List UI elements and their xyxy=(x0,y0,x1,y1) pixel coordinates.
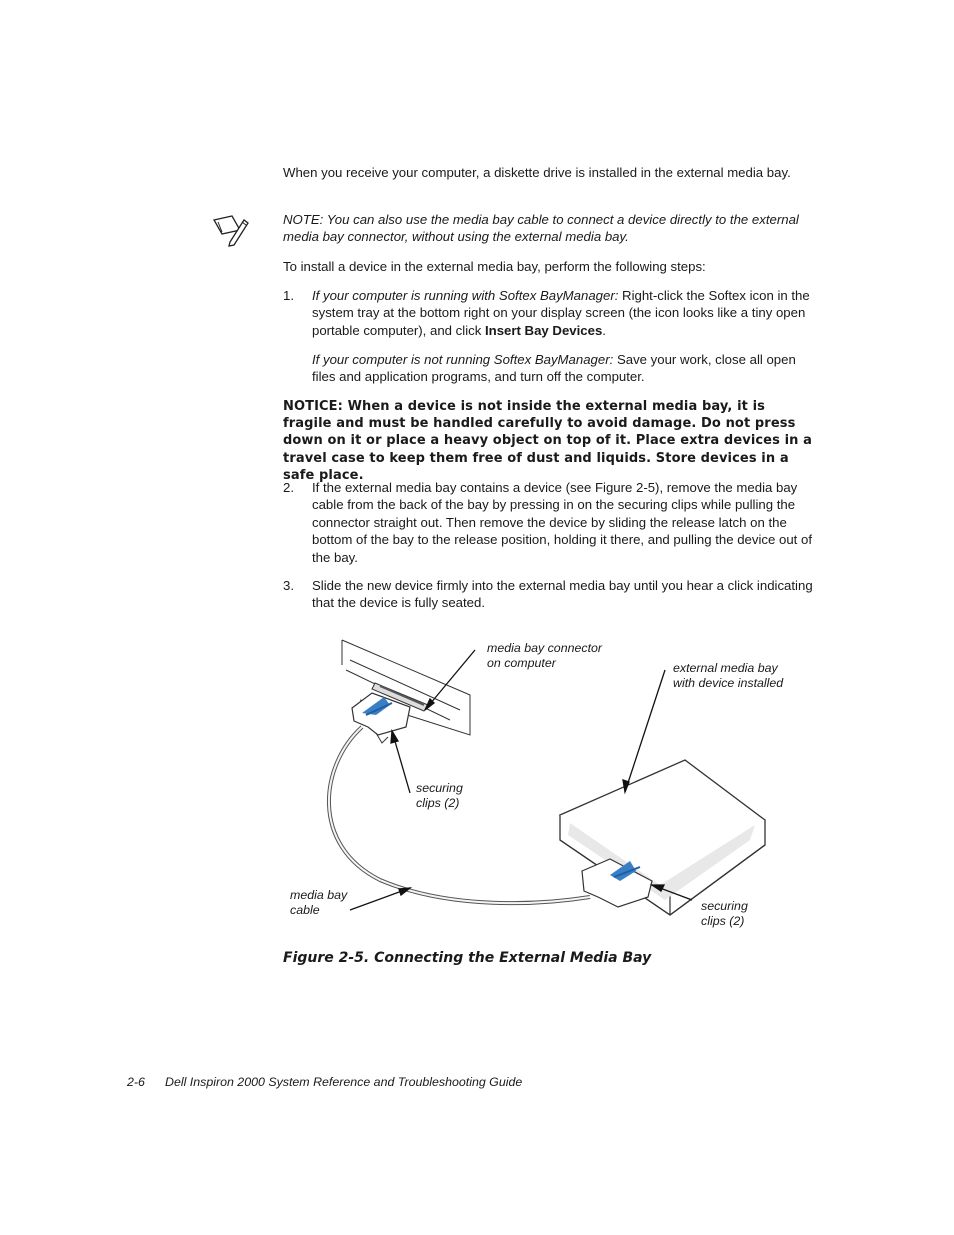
footer-title: Dell Inspiron 2000 System Reference and Troubleshooting Guide xyxy=(165,1075,523,1089)
figure-media-bay xyxy=(280,635,784,935)
step-tail: . xyxy=(602,322,606,338)
label-securing-clips-top: securing clips (2) xyxy=(416,781,463,810)
step-1-alt xyxy=(283,351,816,386)
step-bold: Insert Bay Devices xyxy=(484,322,603,338)
step-number: 2. xyxy=(283,480,294,495)
note-pencil-icon xyxy=(210,212,250,248)
media-bay-cable xyxy=(329,727,590,903)
step-text: Right-click the Softex icon in the system tray at the bottom right on your display screen (the icon looks like a tiny open portable computer), and click xyxy=(312,288,810,338)
step-text: Slide the new device firmly into the external media bay until you hear a click indicating that the device is fully seated. xyxy=(312,578,813,611)
label-connector: media bay connector on computer xyxy=(487,641,603,670)
step-text: Save your work, close all open files and application programs, and turn off the computer. xyxy=(312,352,796,385)
intro-paragraph: When you receive your computer, a diskette drive is installed in the external media bay. xyxy=(283,165,791,180)
step-1 xyxy=(283,287,816,339)
steps-lead: To install a device in the external media bay, perform the following steps: xyxy=(283,259,706,274)
label-external-bay: external media bay with device installed xyxy=(673,661,784,690)
note-text: NOTE: You can also use the media bay cable to connect a device directly to the external media bay connector, without using the external media bay. xyxy=(283,212,799,245)
label-securing-clips-bottom: securing clips (2) xyxy=(701,899,748,928)
step-number: 3. xyxy=(283,578,294,593)
page-number: 2-6 xyxy=(127,1075,145,1089)
label-media-bay-cable: media bay cable xyxy=(290,888,348,917)
notice-text: NOTICE: When a device is not inside the external media bay, it is fragile and must be handled carefully to avoid damage. Do not press down on it or place a heavy object on top of it. Place extra devices in a travel case to keep them free of dust and liquids. Store devices in a safe place. xyxy=(283,399,812,483)
step-3 xyxy=(283,577,816,612)
step-condition: If your computer is not running Softex BayManager: xyxy=(312,352,614,367)
page-footer xyxy=(127,1075,522,1089)
step-text: If the external media bay contains a device (see Figure 2-5), remove the media bay cable from the back of the bay by pressing in on the securing clips while pulling the connector straight out. Then remove the device by sliding the release latch on the bottom of the bay to the release position, holding it there, and pulling the device out of the bay. xyxy=(312,480,812,565)
step-condition: If your computer is running with Softex BayManager: xyxy=(312,288,619,303)
step-2 xyxy=(283,479,816,566)
figure-caption: Figure 2-5. Connecting the External Media Bay xyxy=(283,950,652,966)
step-number: 1. xyxy=(283,288,294,303)
